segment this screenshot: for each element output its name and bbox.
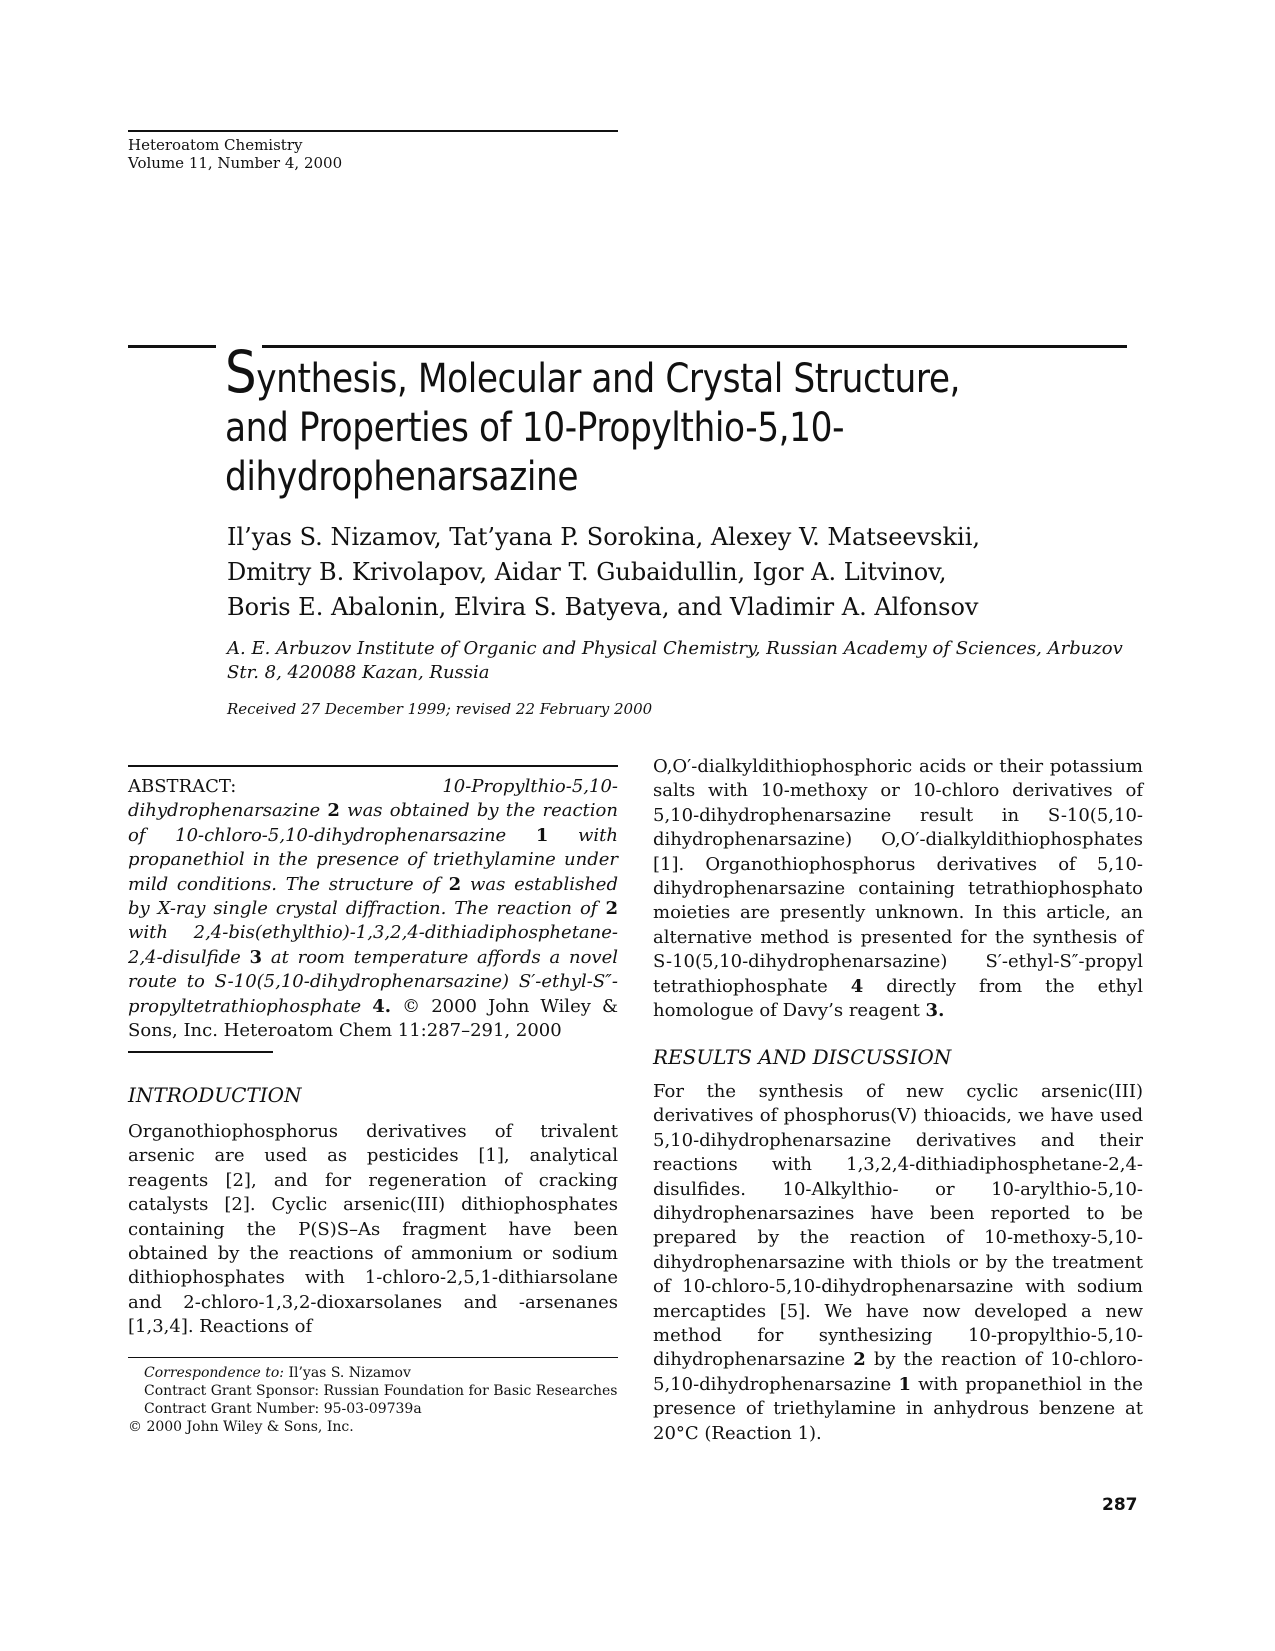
body-paragraph-1 (653, 755, 1143, 1023)
abstract-label: ABSTRACT: (128, 776, 237, 797)
footnote-correspondence (128, 1364, 618, 1382)
page-number: 287 (1102, 1495, 1138, 1515)
title-rule-left (128, 345, 216, 348)
title-line-2: and Properties of 10-Propylthio-5,10- (225, 405, 845, 451)
footnote-grant-number: Contract Grant Number: 95-03-09739a (144, 1401, 422, 1417)
compound-ref: 3 (249, 946, 263, 968)
abstract-text-5: with 2,4-bis(ethylthio)-1,3,2,4-dithiadiphosphetane-2,4-disulfide (128, 922, 618, 968)
body-text: by the reaction of 10-chloro-5,10-dihydrophenarsazine (653, 1349, 1143, 1395)
authors-line-2: Dmitry B. Krivolapov, Aidar T. Gubaidullin, Igor A. Litvinov, (227, 558, 947, 586)
body-text: directly from the ethyl homologue of Davy’s reagent (653, 975, 1143, 1022)
authors-line-1: Il’yas S. Nizamov, Tat’yana P. Sorokina, Alexey V. Matseevskii, (227, 523, 981, 551)
title-line-3: dihydrophenarsazine (225, 454, 579, 500)
correspondence-label: Correspondence to: (144, 1365, 285, 1381)
body-text: For the synthesis of new cyclic arsenic(III) derivatives of phosphorus(V) thioacids, we have used 5,10-dihydrophenarsazine derivatives and their reactions with 1,3,2,4-dithiadiphosphetane-2,4-disulfides. 10-Alkylthio- or 10-arylthio-5,10-dihydrophenarsazines have been reported to be prepared by the reaction of 10-methoxy-5,10-dihydrophenarsazine with thiols or by the treatment of 10-chloro-5,10-dihydrophenarsazine with sodium mercaptides [5]. We have now developed a new method for synthesizing 10-propylthio-5,10-dihydrophenarsazine (653, 1080, 1143, 1371)
introduction-paragraph: Organothiophosphorus derivatives of trivalent arsenic are used as pesticides [1], analytical reagents [2], and for regeneration of cracking catalysts [2]. Cyclic arsenic(III) dithiophosphates containing the P(S)S–As fragment have been obtained by the reactions of ammonium or sodium dithiophosphates with 1-chloro-2,5,1-dithiarsolane and 2-chloro-1,3,2-dioxarsolanes and -arsenanes [1,3,4]. Reactions of (128, 1120, 618, 1338)
title-line-1: ynthesis, Molecular and Crystal Structure, (256, 356, 961, 402)
footnote-copyright: © 2000 John Wiley & Sons, Inc. (128, 1419, 354, 1435)
abstract (128, 765, 618, 1043)
compound-ref: 2 (448, 873, 462, 895)
article-title (225, 338, 999, 502)
introduction-heading: INTRODUCTION (128, 1083, 302, 1108)
abstract-citation: © 2000 John Wiley & Sons, Inc. Heteroatom Chem 11:287–291, 2000 (128, 995, 618, 1042)
title-initial: S (225, 338, 257, 406)
compound-ref: 3. (925, 1000, 945, 1022)
abstract-text-1: 10-Propylthio-5,10-dihydrophenarsazine (128, 776, 618, 822)
body-text: with propanethiol in the presence of triethylamine in anhydrous benzene at 20°C (Reaction 1). (653, 1373, 1143, 1444)
received-dates: Received 27 December 1999; revised 22 February 2000 (227, 700, 653, 718)
journal-header (128, 130, 618, 172)
right-column (653, 755, 1143, 1446)
journal-volume: Volume 11, Number 4, 2000 (128, 154, 343, 172)
abstract-text-3: with propanethiol in the presence of triethylamine under mild conditions. The structure of (128, 824, 618, 895)
abstract-text-4: was established by X-ray single crystal diffraction. The reaction of (128, 873, 618, 920)
authors-line-3: Boris E. Abalonin, Elvira S. Batyeva, and Vladimir A. Alfonsov (227, 593, 979, 621)
body-paragraph-2 (653, 1080, 1143, 1446)
affiliation: A. E. Arbuzov Institute of Organic and Physical Chemistry, Russian Academy of Sciences, Arbuzov Str. 8, 420088 Kazan, Russia (227, 638, 1123, 683)
author-list (227, 520, 1127, 625)
footnotes (128, 1357, 618, 1436)
footnote-grant-sponsor: Contract Grant Sponsor: Russian Foundation for Basic Researches (144, 1383, 618, 1399)
body-text: O,O′-dialkyldithiophosphoric acids or their potassium salts with 10-methoxy or 10-chloro derivatives of 5,10-dihydrophenarsazine result in S-10(5,10-dihydrophenarsazine) O,O′-dialkyldithiophosphates [1]. Organothiophosphorus derivatives of 5,10-dihydrophenarsazine containing tetrathiophosphato moieties are presently unknown. In this article, an alternative method is presented for the synthesis of S-10(5,10-dihydrophenarsazine) S′-ethyl-S″-propyl tetrathiophosphate (653, 756, 1143, 997)
correspondence-name: Il’yas S. Nizamov (288, 1365, 411, 1381)
abstract-text-2: was obtained by the reaction of 10-chloro-5,10-dihydrophenarsazine (128, 800, 618, 846)
abstract-text-6: at room temperature affords a novel route to S-10(5,10-dihydrophenarsazine) S′-ethyl-S″-propyltetrathiophosphate (128, 946, 618, 1017)
compound-ref: 1 (535, 824, 549, 846)
results-heading: RESULTS AND DISCUSSION (653, 1045, 952, 1070)
compound-ref: 2 (605, 898, 618, 920)
compound-ref: 1 (898, 1373, 911, 1395)
left-column (128, 765, 618, 1340)
compound-ref: 4. (372, 995, 392, 1017)
journal-name: Heteroatom Chemistry (128, 136, 303, 154)
title-rule-right (262, 345, 1127, 348)
compound-ref: 2 (853, 1349, 866, 1371)
compound-ref: 4 (850, 975, 864, 997)
compound-ref: 2 (327, 800, 340, 822)
